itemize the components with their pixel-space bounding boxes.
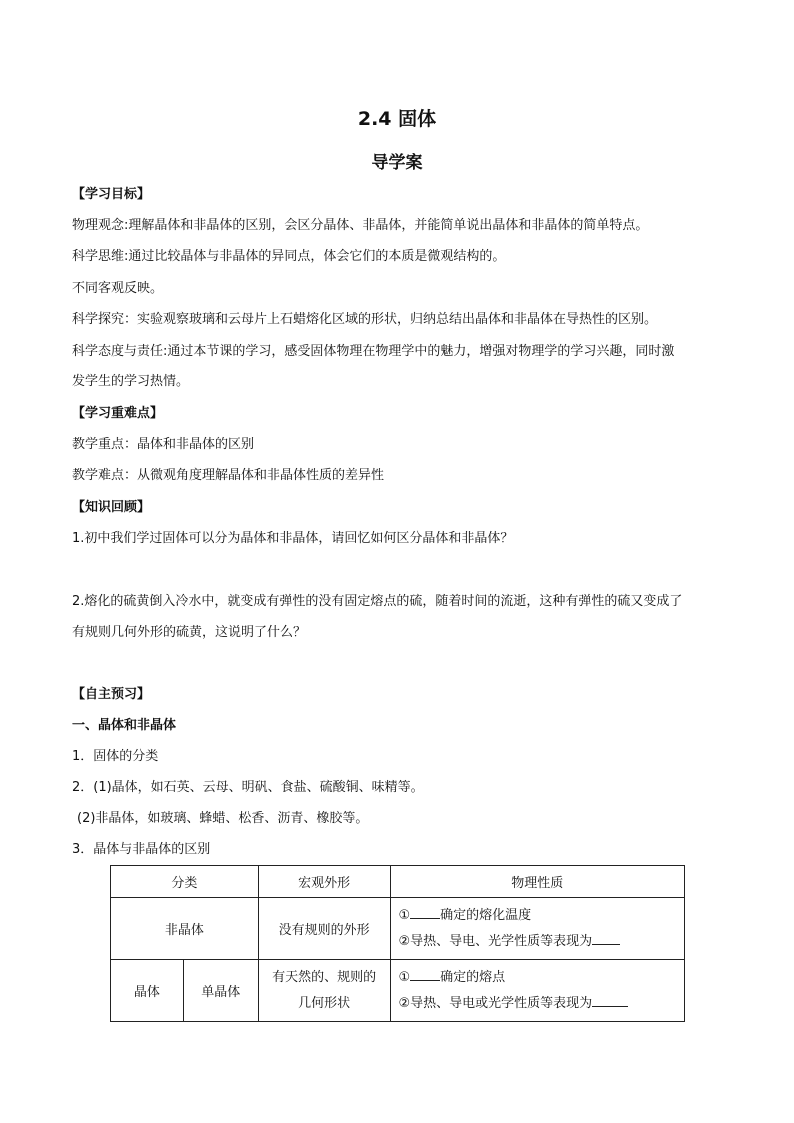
goals-heading: 【学习目标】 — [72, 187, 151, 202]
teaching-focus: 教学重点：晶体和非晶体的区别 — [72, 437, 255, 452]
document-subtitle: 导学案 — [371, 153, 423, 173]
fill-blank[interactable] — [410, 906, 440, 919]
goal-scientific-thinking: 科学思维:通过比较晶体与非晶体的异同点，体会它们的本质是微观结构的。 — [72, 249, 506, 264]
property-text: ②导热、导电或光学性质等表现为 — [398, 995, 593, 1011]
fill-blank[interactable] — [592, 932, 620, 945]
key-points-heading: 【学习重难点】 — [72, 406, 164, 421]
goal-physics-concept: 物理观念:理解晶体和非晶体的区别，会区分晶体、非晶体，并能简单说出晶体和非晶体的简单特点。 — [72, 218, 649, 233]
cell-amorphous: 非晶体 — [111, 898, 259, 960]
cell-amorphous-properties — [390, 898, 685, 960]
property-text: 确定的熔化温度 — [440, 907, 532, 923]
item-crystal-examples: 2．(1)晶体，如石英、云母、明矾、食盐、硫酸铜、味精等。 — [72, 780, 424, 795]
item-amorphous-examples: (2)非晶体，如玻璃、蜂蜡、松香、沥青、橡胶等。 — [77, 811, 369, 826]
review-question-2-continued: 有规则几何外形的硫黄，这说明了什么？ — [72, 625, 307, 640]
property-line — [399, 903, 685, 929]
cell-crystal-shape — [258, 960, 390, 1022]
cell-amorphous-shape: 没有规则的外形 — [258, 898, 390, 960]
property-text: 确定的熔点 — [440, 969, 506, 985]
fill-blank[interactable] — [592, 994, 628, 1007]
fill-blank[interactable] — [410, 968, 440, 981]
shape-text: 几何形状 — [298, 995, 351, 1011]
review-question-2: 2.熔化的硫黄倒入冷水中，就变成有弹性的没有固定熔点的硫，随着时间的流逝，这种有弹性的硫又变成了 — [72, 594, 683, 609]
header-category: 分类 — [111, 866, 259, 898]
cell-crystal-properties — [390, 960, 685, 1022]
goal-scientific-inquiry: 科学探究：实验观察玻璃和云母片上石蜡熔化区域的形状，归纳总结出晶体和非晶体在导热性的区别。 — [72, 312, 658, 327]
review-question-1: 1.初中我们学过固体可以分为晶体和非晶体，请回忆如何区分晶体和非晶体？ — [72, 531, 514, 546]
cell-crystal: 晶体 — [111, 960, 184, 1022]
comparison-table — [110, 865, 685, 1022]
section-crystal-amorphous: 一、晶体和非晶体 — [72, 718, 177, 733]
header-shape: 宏观外形 — [258, 866, 390, 898]
table-row — [111, 960, 685, 1022]
circle-one-marker: ① — [398, 969, 411, 985]
property-line — [399, 965, 685, 991]
teaching-difficulty: 教学难点：从微观角度理解晶体和非晶体性质的差异性 — [72, 468, 385, 483]
review-heading: 【知识回顾】 — [72, 500, 151, 515]
property-line — [399, 991, 685, 1017]
document-title: 2.4 固体 — [357, 108, 437, 130]
circle-one-marker: ① — [398, 907, 411, 923]
shape-text: 有天然的、规则的 — [272, 969, 377, 985]
preview-heading: 【自主预习】 — [72, 687, 151, 702]
goal-thinking-continued: 不同客观反映。 — [72, 281, 164, 296]
table-header-row — [111, 866, 685, 898]
header-properties: 物理性质 — [390, 866, 685, 898]
property-text: ②导热、导电、光学性质等表现为 — [398, 933, 593, 949]
cell-single-crystal: 单晶体 — [183, 960, 258, 1022]
item-differences: 3．晶体与非晶体的区别 — [72, 842, 211, 857]
goal-attitude: 科学态度与责任:通过本节课的学习，感受固体物理在物理学中的魅力，增强对物理学的学习兴趣，同时激 — [72, 344, 675, 359]
property-line — [399, 929, 685, 955]
goal-attitude-continued: 发学生的学习热情。 — [72, 374, 190, 389]
table-row — [111, 898, 685, 960]
item-classification: 1．固体的分类 — [72, 749, 159, 764]
